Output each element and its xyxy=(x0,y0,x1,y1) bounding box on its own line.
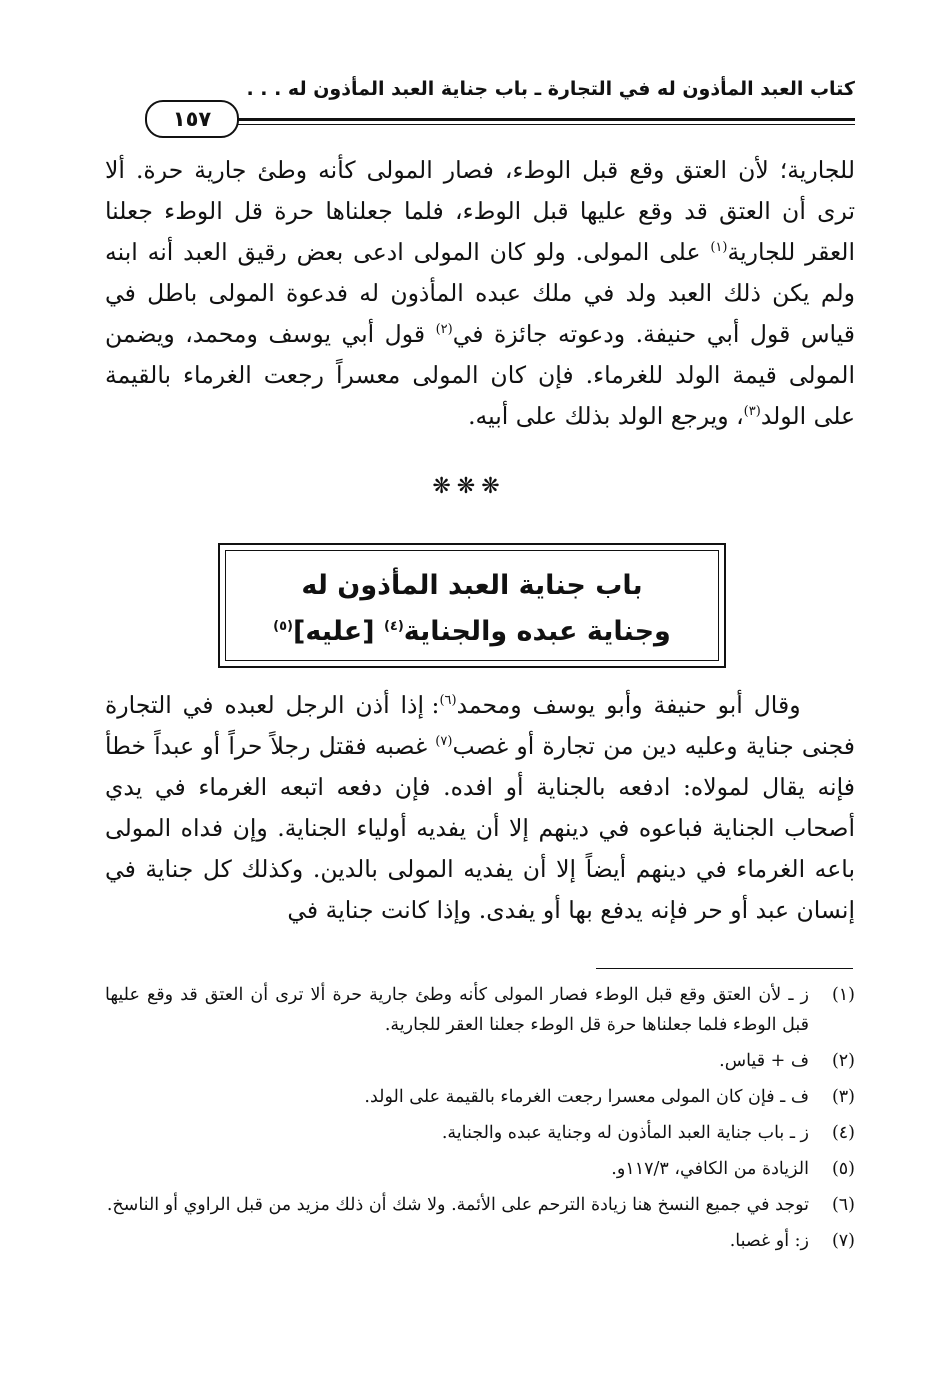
chapter-title-text: وجناية عبده والجناية xyxy=(403,616,671,647)
footnote-number: (١) xyxy=(831,985,855,1005)
paragraph-text: وقال أبو حنيفة وأبو يوسف ومحمد xyxy=(456,691,801,719)
footnote-text: توجد في جميع النسخ هنا زيادة الترحم على الأئمة. ولا شك أن ذلك مزيد من قبل الراوي أو الناسخ. xyxy=(106,1195,809,1215)
paragraph-text: قول أبي يوسف ومحمد، ويضمن المولى قيمة الولد للغرماء. فإن كان المولى معسراً رجعت الغرماء بالقيمة على الولد xyxy=(105,320,855,430)
chapter-title-line-2 xyxy=(220,609,724,655)
footnote-item xyxy=(105,1154,855,1184)
paragraph xyxy=(105,685,855,931)
footnote-number: (٧) xyxy=(831,1231,855,1251)
footnote-text: ف ـ فإن كان المولى معسرا رجعت الغرماء بالقيمة على الولد. xyxy=(364,1087,809,1107)
header-rule xyxy=(200,118,855,125)
footnote-number: (٢) xyxy=(831,1051,855,1071)
footnote-ref-1[interactable]: (١) xyxy=(710,240,728,256)
footnote-item xyxy=(105,980,855,1040)
footnote-separator xyxy=(596,968,853,969)
body-paragraph-1 xyxy=(105,150,855,437)
footnote-ref-3[interactable]: (٣) xyxy=(743,404,761,420)
chapter-title-line-1: باب جناية العبد المأذون له xyxy=(301,570,643,601)
footnote-number: (٤) xyxy=(831,1123,855,1143)
header-title: كتاب العبد المأذون له في التجارة ـ باب جناية العبد المأذون له . . . xyxy=(246,78,855,100)
footnote-number: (٣) xyxy=(831,1087,855,1107)
paragraph-text: ، ويرجع الولد بذلك على أبيه. xyxy=(468,402,744,430)
footnote-item xyxy=(105,1118,855,1148)
footnote-ref-5[interactable]: (٥) xyxy=(273,619,293,634)
footnote-ref-2[interactable]: (٢) xyxy=(435,322,453,338)
paragraph-text: على المولى. ولو كان المولى ادعى بعض رقيق العبد أنه ابنه ولم يكن ذلك العبد ولد في ملك عبده المأذون له فدعوة المولى باطل في قياس قول أبي حنيفة. ودعوته جائزة في xyxy=(105,238,855,348)
footnotes xyxy=(105,980,855,1262)
section-divider-ornament: ❋❋❋ xyxy=(432,474,506,499)
chapter-title xyxy=(220,563,724,655)
footnote-item xyxy=(105,1226,855,1256)
footnote-text: ز: أو غصبا. xyxy=(729,1231,809,1251)
footnote-item xyxy=(105,1082,855,1112)
footnote-text: ز ـ باب جناية العبد المأذون له وجناية عبده والجناية. xyxy=(441,1123,809,1143)
paragraph xyxy=(105,150,855,437)
footnote-number: (٥) xyxy=(831,1159,855,1179)
paragraph-text: : إذا أذن الرجل لعبده في التجارة فجنى جناية وعليه دين من تجارة أو غصب xyxy=(105,691,855,760)
footnote-text: الزيادة من الكافي، ١١٧/٣و. xyxy=(611,1159,809,1179)
footnote-ref-7[interactable]: (٧) xyxy=(435,734,453,750)
body-paragraph-2 xyxy=(105,685,855,931)
footnote-number: (٦) xyxy=(831,1195,855,1215)
running-header xyxy=(105,72,855,132)
footnote-item xyxy=(105,1046,855,1076)
chapter-heading-box xyxy=(218,543,726,668)
footnote-text: ز ـ لأن العتق وقع قبل الوطء فصار المولى كأنه وطئ جارية حرة ألا ترى أن العتق قد وقع عليها قبل الوطء فلما جعلناها حرة قل الوطء جعلنا العقر للجارية. xyxy=(105,985,809,1035)
paragraph-text: غصبه فقتل رجلاً حراً أو عبداً خطأ فإنه يقال لمولاه: ادفعه بالجناية أو افده. فإن دفعه اتبعه الغرماء في يدي أصحاب الجناية فباعوه في دينهم إلا أن يفديه أولياء الجناية. وإن فداه المولى باعه الغرماء في دينهم أيضاً إلا أن يفديه المولى بالدين. وكذلك كل جناية في إنسان عبد أو حر فإنه يدفع بها أو يفدى. وإذا كانت جناية في xyxy=(105,732,855,924)
chapter-title-text: [عليه] xyxy=(293,616,384,647)
footnote-ref-4[interactable]: (٤) xyxy=(383,619,404,634)
footnote-text: ف + قياس. xyxy=(719,1051,809,1071)
paragraph-text: للجارية؛ لأن العتق وقع قبل الوطء، فصار المولى كأنه وطئ جارية حرة. ألا ترى أن العتق قد وقع عليها قبل الوطء، فلما جعلناها حرة قل الوطء جعلنا العقر للجارية xyxy=(105,156,855,266)
page-number: ١٥٧ xyxy=(145,100,239,138)
footnote-ref-6[interactable]: (٦) xyxy=(439,693,457,709)
footnote-item xyxy=(105,1190,855,1220)
